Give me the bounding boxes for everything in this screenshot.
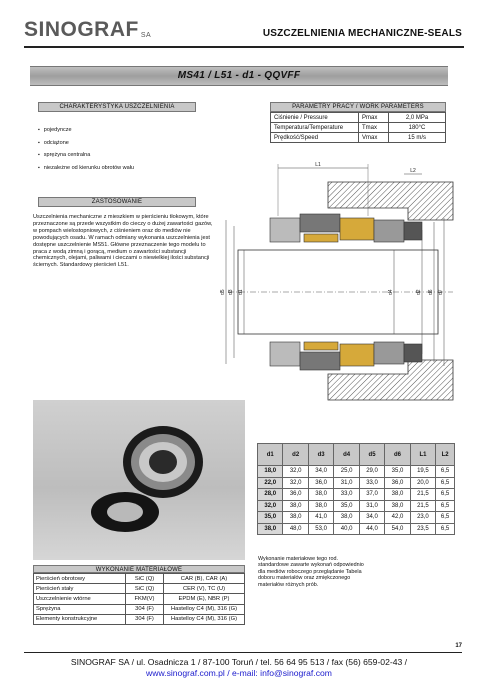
characteristics-heading: CHARAKTERYSTYKA USZCZELNIENIA	[38, 102, 196, 112]
dimension-label-d1: d1	[238, 289, 244, 295]
dimension-header: d2	[283, 444, 308, 466]
dimension-header: L2	[436, 444, 455, 466]
parameter-label: Prędkość/Speed	[271, 133, 359, 143]
table-row	[34, 594, 245, 604]
table-cell: 6,5	[436, 523, 455, 535]
dimension-header: L1	[410, 444, 435, 466]
table-cell: 32,0	[283, 466, 308, 478]
seal-photo-illustration	[33, 400, 245, 560]
brand-name: SINOGRAF	[24, 18, 139, 41]
parameter-value: 2,0 MPa	[389, 113, 446, 123]
parameter-value: 180°C	[389, 123, 446, 133]
characteristic-item: ▪ niezależne od kierunku obrotów wału	[38, 162, 134, 175]
materials-table	[33, 573, 245, 625]
table-cell: 32,0	[258, 500, 283, 512]
table-cell: 6,5	[436, 512, 455, 524]
parameter-symbol: Vmax	[359, 133, 389, 143]
footer-address: SINOGRAF SA / ul. Osadnicza 1 / 87-100 Toruń / tel. 56 64 95 513 / fax (56) 659-02-43 /	[70, 657, 408, 667]
footer-divider	[24, 652, 462, 653]
table-cell: 18,0	[258, 466, 283, 478]
table-cell: 42,0	[385, 512, 410, 524]
parameter-symbol: Tmax	[359, 123, 389, 133]
table-cell: 36,0	[308, 477, 333, 489]
dimension-label-d2: d2	[416, 289, 422, 295]
table-cell: 304 (F)	[126, 614, 164, 624]
application-text: Uszczelnienia mechaniczne z mieszkiem w pierścieniu tłokowym, które przeznaczone są przede wszystkim do cieczy o dużej zawartości gazów, w pompach wielostopniowych, z ciśnieniem oraz do mediów nie powodujących osadu. W ramach odmiany wykonania uszczelnienia jest dostępne uszczelnienie MS51. Główne przeznaczenie tego modelu to praca z wodą zimną i gorącą, medium o zawartości substancji chemicznych, olejami, paliwami i cieczami o niewielkiej ilości substancji ściernych. Standardowy pierścień L51.	[33, 214, 213, 269]
parameters-table	[270, 112, 446, 143]
table-cell: 54,0	[385, 523, 410, 535]
table-row	[34, 574, 245, 584]
dimension-label-d4: d3	[228, 289, 234, 295]
parameter-row	[271, 123, 446, 133]
table-cell: 36,0	[283, 489, 308, 501]
table-cell: 31,0	[359, 500, 384, 512]
table-cell: 41,0	[308, 512, 333, 524]
section-title: USZCZELNIENIA MECHANICZNE-SEALS	[262, 28, 462, 39]
dimension-header: d1	[258, 444, 283, 466]
table-row	[34, 604, 245, 614]
table-cell: Pierścień stały	[34, 584, 126, 594]
table-cell: Hastelloy C4 (M), 316 (G)	[164, 614, 245, 624]
header-divider	[24, 46, 464, 48]
table-cell: SiC (Q)	[126, 574, 164, 584]
table-cell: CER (V), TC (U)	[164, 584, 245, 594]
table-cell: 35,0	[258, 512, 283, 524]
dimension-header: d3	[308, 444, 333, 466]
table-row	[258, 489, 455, 501]
dimensions-table	[257, 443, 455, 535]
dimension-label-d5: d4	[388, 289, 394, 295]
table-cell: SiC (Q)	[126, 584, 164, 594]
table-cell: 35,0	[385, 466, 410, 478]
characteristics-list	[38, 124, 134, 174]
table-cell: Sprężyna	[34, 604, 126, 614]
table-cell: 22,0	[258, 477, 283, 489]
table-cell: 23,0	[410, 512, 435, 524]
dimension-label-d3: d6	[428, 289, 434, 295]
table-cell: Elementy konstrukcyjne	[34, 614, 126, 624]
characteristic-item: ▪ odciążone	[38, 137, 134, 150]
table-cell: 29,0	[359, 466, 384, 478]
table-cell: 38,0	[283, 500, 308, 512]
parameter-value: 15 m/s	[389, 133, 446, 143]
dimension-label-l2: L2	[410, 168, 416, 174]
parameters-heading: PARAMETRY PRACY / WORK PARAMETERS	[270, 102, 446, 112]
table-cell: 36,0	[385, 477, 410, 489]
parameter-symbol: Pmax	[359, 113, 389, 123]
table-cell: 32,0	[283, 477, 308, 489]
table-row	[258, 523, 455, 535]
table-cell: 19,5	[410, 466, 435, 478]
table-cell: 6,5	[436, 489, 455, 501]
table-cell: FKM(V)	[126, 594, 164, 604]
table-cell: 21,5	[410, 489, 435, 501]
materials-heading: WYKONANIE MATERIAŁOWE	[33, 565, 245, 573]
table-cell: 31,0	[334, 477, 359, 489]
table-cell: 44,0	[359, 523, 384, 535]
table-row	[34, 584, 245, 594]
table-row	[258, 477, 455, 489]
table-row	[258, 466, 455, 478]
parameter-row	[271, 133, 446, 143]
characteristic-item: ▪ sprężyna centralna	[38, 149, 134, 162]
table-cell: 34,0	[359, 512, 384, 524]
application-heading: ZASTOSOWANIE	[38, 197, 196, 207]
table-cell: Hastelloy C4 (M), 316 (G)	[164, 604, 245, 614]
characteristic-item: ▪ pojedyncze	[38, 124, 134, 137]
table-cell: 37,0	[359, 489, 384, 501]
dimension-header: d4	[334, 444, 359, 466]
table-row	[34, 614, 245, 624]
table-cell: 38,0	[385, 500, 410, 512]
product-title: MS41 / L51 - d1 - QQVFF	[30, 66, 448, 86]
table-cell: 34,0	[308, 466, 333, 478]
footer-contact-link[interactable]: www.sinograf.com.pl / e-mail: info@sinograf.com	[146, 668, 332, 678]
dimensions-header-row	[258, 444, 455, 466]
table-cell: 6,5	[436, 466, 455, 478]
table-cell: 20,0	[410, 477, 435, 489]
table-cell: 304 (F)	[126, 604, 164, 614]
table-cell: 40,0	[334, 523, 359, 535]
table-cell: CAR (B), CAR (A)	[164, 574, 245, 584]
dimension-label-l1: L1	[315, 162, 321, 168]
dimension-label-d7: d7	[438, 289, 444, 295]
table-row	[258, 500, 455, 512]
table-cell: Uszczelnienie wtórne	[34, 594, 126, 604]
table-cell: 38,0	[308, 500, 333, 512]
seal-technical-drawing	[218, 160, 458, 405]
table-cell: 38,0	[258, 523, 283, 535]
table-cell: 38,0	[283, 512, 308, 524]
table-cell: 33,0	[359, 477, 384, 489]
parameter-row	[271, 113, 446, 123]
table-cell: Pierścień obrotowy	[34, 574, 126, 584]
table-cell: 21,5	[410, 500, 435, 512]
table-cell: 25,0	[334, 466, 359, 478]
table-cell: 48,0	[283, 523, 308, 535]
table-cell: 6,5	[436, 477, 455, 489]
table-cell: 28,0	[258, 489, 283, 501]
product-photo	[33, 400, 245, 560]
table-row	[258, 512, 455, 524]
dimension-header: d6	[385, 444, 410, 466]
page-number: 17	[455, 643, 462, 649]
dimension-label-d6: d5	[220, 289, 226, 295]
table-cell: 38,0	[334, 512, 359, 524]
table-cell: 23,5	[410, 523, 435, 535]
dimension-header: d5	[359, 444, 384, 466]
table-cell: 6,5	[436, 500, 455, 512]
parameter-label: Ciśnienie / Pressure	[271, 113, 359, 123]
materials-note: Wykonanie materiałowe tego rod. standardowe zawarte wykonań odpowiednio dla mediów roboczego przeglądanie Tabela doboru materiałów oraz zmiękczonego materiałów różnych prób.	[258, 556, 364, 588]
table-cell: 35,0	[334, 500, 359, 512]
brand-logo	[24, 18, 151, 42]
table-cell: EPDM (E), NBR (P)	[164, 594, 245, 604]
brand-suffix: SA	[140, 32, 152, 39]
table-cell: 53,0	[308, 523, 333, 535]
parameter-label: Temperatura/Temperature	[271, 123, 359, 133]
table-cell: 33,0	[334, 489, 359, 501]
table-cell: 38,0	[308, 489, 333, 501]
table-cell: 38,0	[385, 489, 410, 501]
